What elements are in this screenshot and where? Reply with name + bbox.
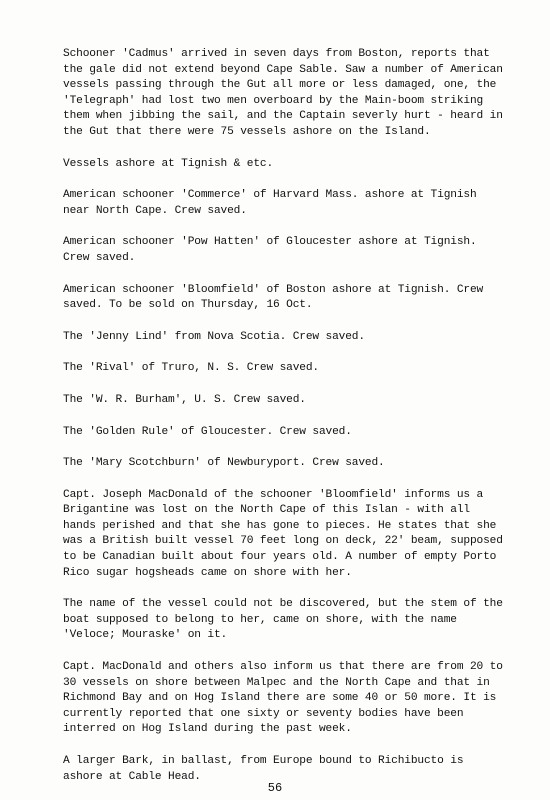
paragraph-cadmus: Schooner 'Cadmus' arrived in seven days from Boston, reports that the gale did not extend beyond Cape Sable. Saw a number of American vessels passing through the Gut all more or less damaged, one, the 'Telegraph' had lost two men overboard by the Main-boom striking them when jibbing the sail, and the Captain severly hurt - heard in the Gut that there were 75 vessels ashore on the Island. — [63, 48, 503, 138]
page-number: 56 — [267, 781, 283, 795]
paragraph-commerce: American schooner 'Commerce' of Harvard Mass. ashore at Tignish near North Cape. Crew saved. — [63, 189, 477, 217]
paragraph-w-r-burham: The 'W. R. Burham', U. S. Crew saved. — [63, 393, 306, 406]
paragraph-mary-scotchburn: The 'Mary Scotchburn' of Newburyport. Crew saved. — [63, 457, 385, 470]
paragraph-golden-rule: The 'Golden Rule' of Gloucester. Crew saved. — [63, 425, 352, 438]
paragraph-tignish-heading: Vessels ashore at Tignish & etc. — [63, 157, 274, 170]
paragraph-bark-ashore: A larger Bark, in ballast, from Europe bound to Richibucto is ashore at Cable Head. — [63, 755, 464, 783]
paragraph-pow-hatten: American schooner 'Pow Hatten' of Gloucester ashore at Tignish. Crew saved. — [63, 236, 477, 264]
document-body — [63, 47, 508, 801]
paragraph-vessel-name: The name of the vessel could not be discovered, but the stem of the boat supposed to belong to her, came on shore, with the name 'Veloce; Mouraske' on it. — [63, 598, 503, 642]
paragraph-bloomfield: American schooner 'Bloomfield' of Boston ashore at Tignish. Crew saved. To be sold on Thursday, 16 Oct. — [63, 283, 484, 312]
paragraph-vessels-on-shore: Capt. MacDonald and others also inform us that there are from 20 to 30 vessels on shore between Malpec and the North Cape and that in Richmond Bay and on Hog Island there are some 40 or 50 more. It is currently reported that one sixty or seventy bodies have been interred on Hog Island during the past week. — [63, 661, 503, 736]
paragraph-brigantine-report: Capt. Joseph MacDonald of the schooner 'Bloomfield' informs us a Brigantine was lost on the North Cape of this Islan - with all hands perished and that she has gone to pieces. He states that she was a British built vessel 70 feet long on deck, 22' beam, supposed to be Canadian built about four years old. A number of empty Porto Rico sugar hogsheads came on shore with her. — [63, 488, 503, 579]
paragraph-rival: The 'Rival' of Truro, N. S. Crew saved. — [63, 362, 319, 375]
paragraph-jenny-lind: The 'Jenny Lind' from Nova Scotia. Crew saved. — [63, 330, 365, 343]
